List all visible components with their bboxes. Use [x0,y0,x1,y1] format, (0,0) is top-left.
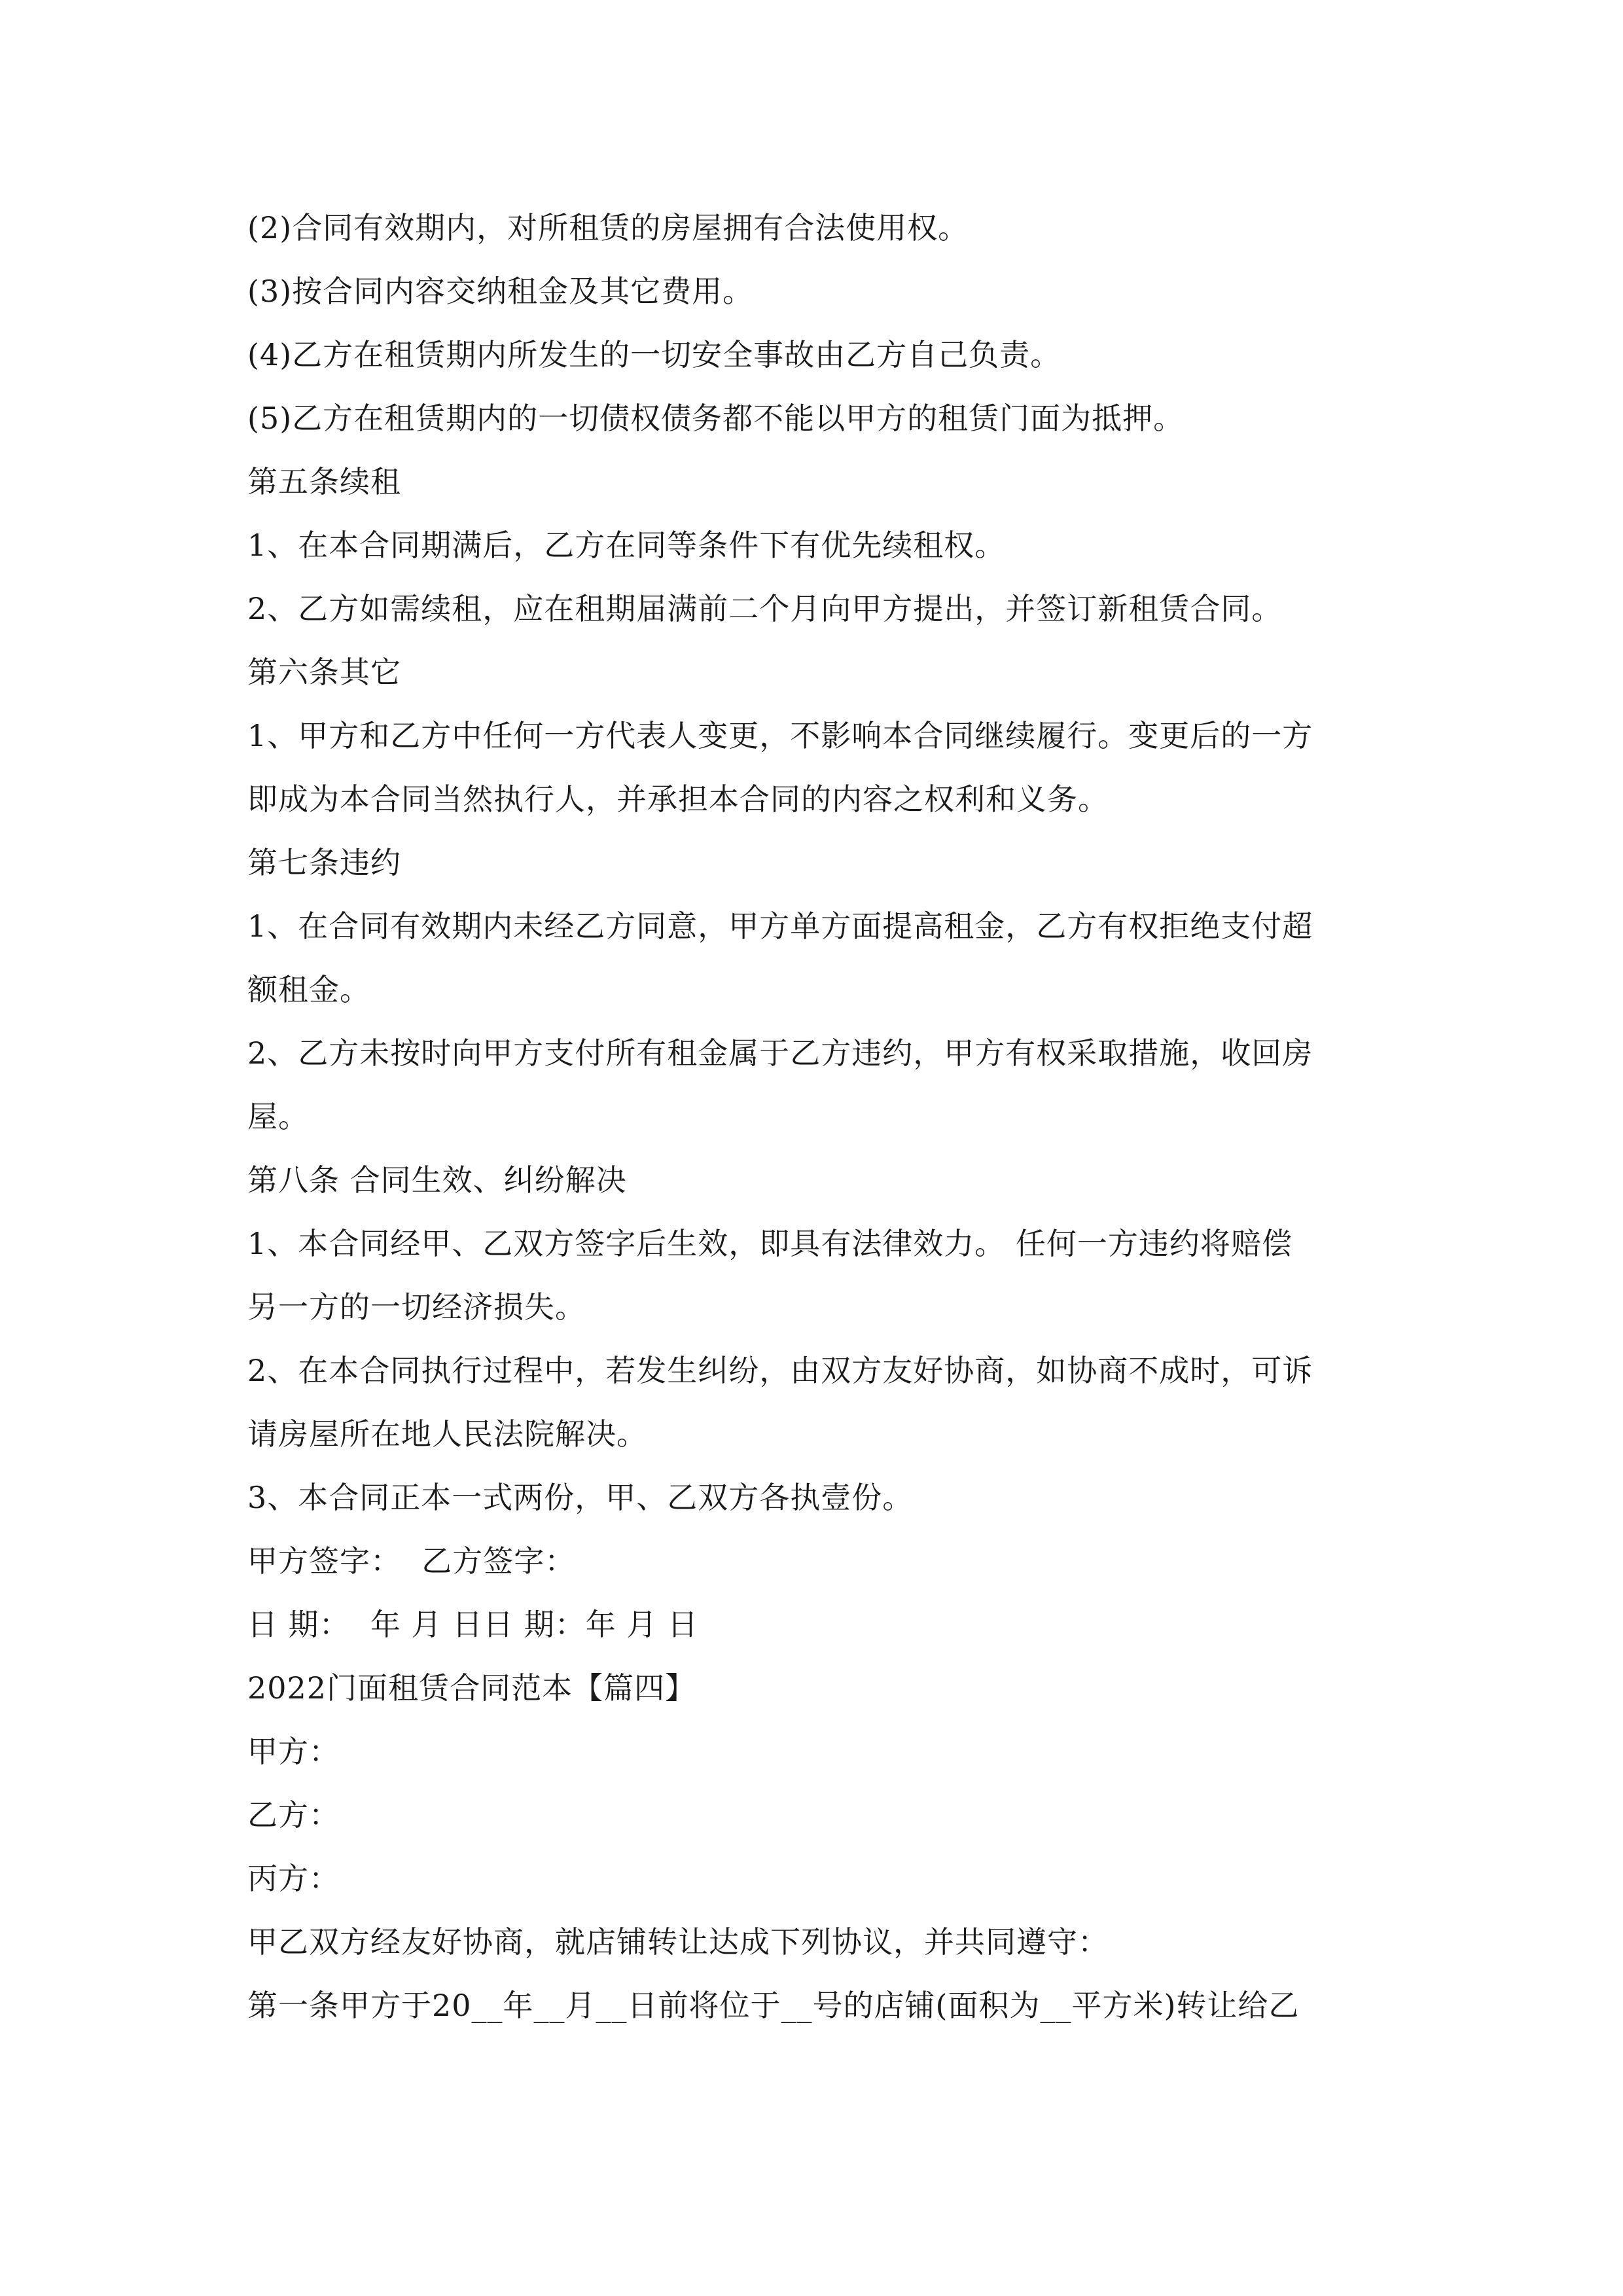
document-page [247,196,1386,2037]
clause-item-5: (5)乙方在租赁期内的一切债权债务都不能以甲方的租赁门面为抵押。 [247,401,1185,436]
section-heading-breach: 第七条违约 [247,845,401,880]
signature-line: 甲方签字： 乙方签字： [247,1543,576,1579]
effect-item-2: 2、在本合同执行过程中，若发生纠纷，由双方友好协商，如协商不成时，可诉 [247,1353,1313,1388]
renewal-item-1: 1、在本合同期满后，乙方在同等条件下有优先续租权。 [247,528,1006,563]
effect-item-2-continued: 请房屋所在地人民法院解决。 [247,1416,647,1452]
effect-item-3: 3、本合同正本一式两份，甲、乙双方各执壹份。 [247,1480,914,1515]
breach-item-2: 2、乙方未按时向甲方支付所有租金属于乙方违约，甲方有权采取措施，收回房 [247,1035,1313,1071]
clause-item-3: (3)按合同内容交纳租金及其它费用。 [247,274,754,309]
party-a-field: 甲方： [247,1734,340,1769]
date-line: 日 期： 年 月 日日 期：年 月 日 [247,1607,698,1642]
effect-item-1: 1、本合同经甲、乙双方签字后生效，即具有法律效力。 任何一方违约将赔偿 [247,1226,1293,1261]
other-item-1: 1、甲方和乙方中任何一方代表人变更，不影响本合同继续履行。变更后的一方 [247,718,1313,753]
renewal-item-2: 2、乙方如需续租，应在租期届满前二个月向甲方提出，并签订新租赁合同。 [247,591,1283,626]
breach-item-1-continued: 额租金。 [247,972,370,1007]
party-c-field: 丙方： [247,1861,340,1896]
effect-item-1-continued: 另一方的一切经济损失。 [247,1289,586,1325]
party-b-field: 乙方： [247,1797,340,1833]
preamble: 甲乙双方经友好协商，就店铺转让达成下列协议，并共同遵守： [247,1924,1109,1960]
section-heading-effect: 第八条 合同生效、纠纷解决 [247,1162,627,1198]
clause-item-2: (2)合同有效期内，对所租赁的房屋拥有合法使用权。 [247,210,969,245]
other-item-1-continued: 即成为本合同当然执行人，并承担本合同的内容之权利和义务。 [247,781,1109,817]
article-one: 第一条甲方于20__年__月__日前将位于__号的店铺(面积为__平方米)转让给乙 [247,1988,1300,2023]
breach-item-2-continued: 屋。 [247,1099,309,1134]
next-contract-title: 2022门面租赁合同范本【篇四】 [247,1670,696,1706]
clause-item-4: (4)乙方在租赁期内所发生的一切安全事故由乙方自己负责。 [247,337,1061,372]
section-heading-renewal: 第五条续租 [247,464,401,499]
breach-item-1: 1、在合同有效期内未经乙方同意，甲方单方面提高租金，乙方有权拒绝支付超 [247,908,1313,944]
section-heading-other: 第六条其它 [247,655,401,690]
